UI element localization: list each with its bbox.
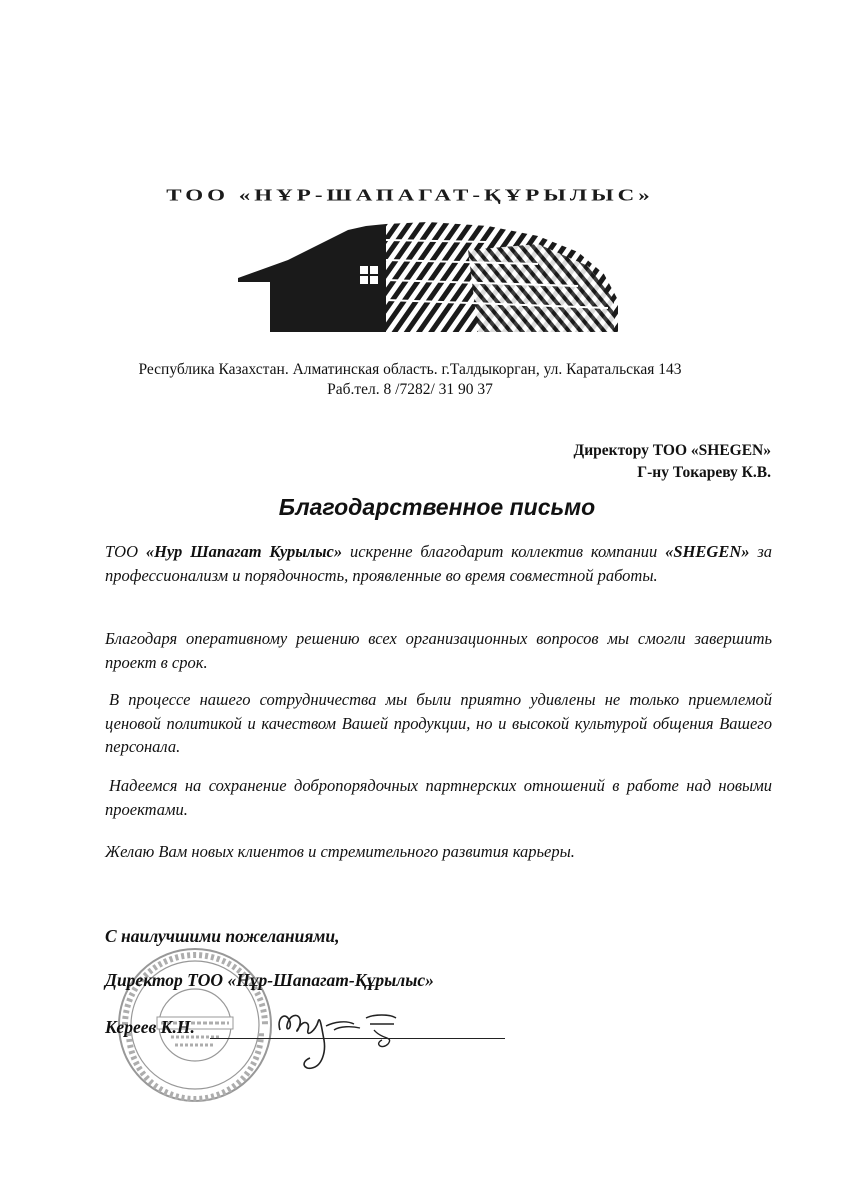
- company-address-block: [0, 360, 820, 400]
- closing-line: С наилучшими пожеланиями,: [105, 926, 340, 946]
- paragraph-2: Благодаря оперативному решению всех организационных вопросов мы смогли завершить проект в срок.: [105, 629, 772, 672]
- handwritten-signature: [270, 1000, 410, 1072]
- letter-title: Благодарственное письмо: [278, 494, 596, 520]
- paragraph-5: Желаю Вам новых клиентов и стремительного развития карьеры.: [105, 842, 575, 861]
- paragraph-1: [105, 540, 772, 587]
- recipient-line-2: Г-ну Токареву К.В.: [637, 464, 771, 481]
- signatory-position: Директор ТОО «Нұр-Шапагат-Құрылыс»: [105, 970, 434, 990]
- company-name: ТОО «НҰР-ШАПАГАТ-ҚҰРЫЛЫС»: [166, 186, 654, 204]
- p1-partner-name: «SHEGEN»: [665, 542, 750, 561]
- company-phone: Раб.тел. 8 /7282/ 31 90 37: [327, 381, 493, 398]
- company-logo: [238, 220, 618, 332]
- recipient-line-1: Директору ТОО «SHEGEN»: [573, 442, 771, 459]
- signatory-name: Кереев К.Н.: [105, 1017, 195, 1037]
- p1-pre: ТОО: [105, 542, 146, 561]
- p1-post: за профессионализм и порядочность, проявленные во время совместной работы.: [105, 542, 773, 585]
- paragraph-4: Надеемся на сохранение добропорядочных партнерских отношений в работе над новыми проектами.: [105, 776, 772, 819]
- recipient-block: [574, 440, 771, 484]
- paragraph-3: В процессе нашего сотрудничества мы были приятно удивлены не только приемлемой ценовой политикой и качеством Вашей продукции, но и высокой культурой общения Вашего персонала.: [105, 690, 772, 756]
- company-address: Республика Казахстан. Алматинская область. г.Талдыкорган, ул. Каратальская 143: [138, 361, 682, 378]
- p1-mid: искренне благодарит коллектив компании: [342, 542, 666, 561]
- p1-company-name: «Нур Шапагат Курылыс»: [145, 542, 343, 561]
